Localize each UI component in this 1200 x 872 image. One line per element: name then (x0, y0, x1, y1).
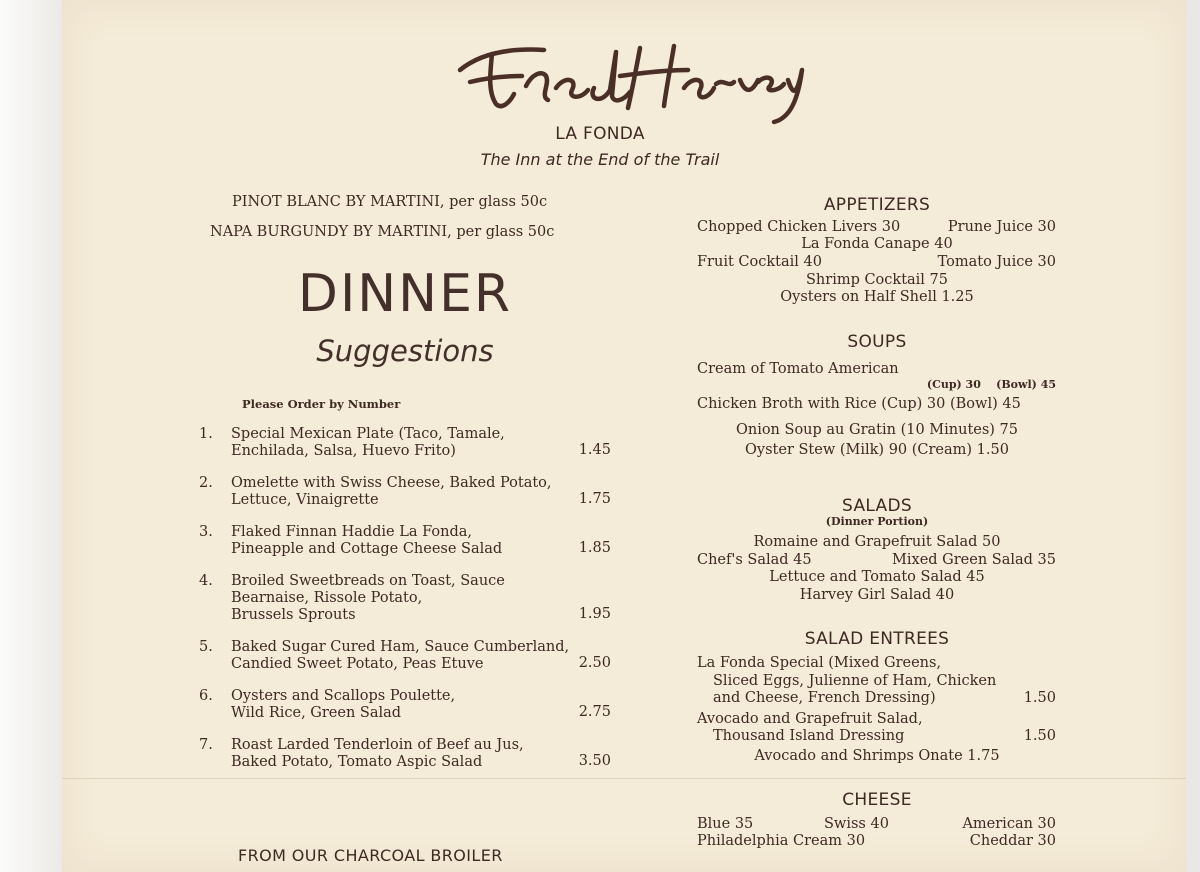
menu-item-price: 1.85 (578, 540, 611, 556)
entree-la-fonda-special-line2: Sliced Eggs, Julienne of Ham, Chicken (713, 673, 997, 689)
menu-item-number: 6. (199, 688, 213, 704)
menu-item-line: Special Mexican Plate (Taco, Tamale, (231, 426, 505, 442)
page-edge-left (0, 0, 62, 872)
entree-la-fonda-special-price: 1.50 (1023, 690, 1056, 706)
soup-cream-of-tomato: Cream of Tomato American (697, 361, 899, 377)
cheese-swiss: Swiss 40 (824, 816, 889, 832)
order-note: Please Order by Number (242, 397, 401, 411)
soup-cream-of-tomato-prices: (Cup) 30 (Bowl) 45 (926, 378, 1056, 391)
menu-item-price: 2.75 (578, 704, 611, 720)
menu-item-line: Lettuce, Vinaigrette (231, 492, 379, 508)
soups-heading: SOUPS (847, 332, 907, 352)
menu-item-line: Broiled Sweetbreads on Toast, Sauce (231, 573, 505, 589)
dinner-title: DINNER (297, 264, 513, 324)
appetizers-heading: APPETIZERS (823, 195, 931, 215)
soup-onion: Onion Soup au Gratin (10 Minutes) 75 (735, 422, 1019, 438)
menu-item-price: 2.50 (578, 655, 611, 671)
cheese-heading: CHEESE (842, 790, 912, 810)
fred-harvey-logo (452, 30, 808, 126)
salads-heading: SALADS (842, 496, 912, 516)
menu-item-number: 2. (199, 475, 213, 491)
menu-item-number: 4. (199, 573, 213, 589)
menu-item-1 (199, 426, 619, 459)
appetizer-prune-juice: Prune Juice 30 (947, 219, 1056, 235)
page-edge-right (1186, 0, 1200, 872)
soup-chicken-broth: Chicken Broth with Rice (Cup) 30 (Bowl) 45 (697, 396, 1021, 412)
wine-napa-burgundy: NAPA BURGUNDY BY MARTINI, per glass 50c (210, 224, 555, 240)
soup-oyster-stew: Oyster Stew (Milk) 90 (Cream) 1.50 (745, 442, 1009, 458)
menu-item-2 (199, 475, 619, 508)
inn-name: LA FONDA (555, 124, 645, 144)
menu-item-number: 3. (199, 524, 213, 540)
salad-chefs: Chef's Salad 45 (697, 552, 812, 568)
cheese-philadelphia-cream: Philadelphia Cream 30 (697, 833, 866, 849)
menu-item-3 (199, 524, 619, 557)
menu-item-line: Candied Sweet Potato, Peas Etuve (231, 656, 484, 672)
menu-item-number: 1. (199, 426, 213, 442)
menu-item-line: Flaked Finnan Haddie La Fonda, (231, 524, 473, 540)
cheese-row-1 (696, 816, 1058, 834)
menu-item-line: Brussels Sprouts (231, 607, 356, 623)
entree-la-fonda-special-line3: and Cheese, French Dressing) (713, 690, 936, 706)
menu-item-line: Enchilada, Salsa, Huevo Frito) (231, 443, 456, 459)
entree-avocado-grapefruit-line2: Thousand Island Dressing (713, 728, 905, 744)
entree-avocado-grapefruit-line1: Avocado and Grapefruit Salad, (697, 711, 923, 727)
broiler-heading: FROM OUR CHARCOAL BROILER (238, 846, 503, 865)
dinner-menu-list (199, 426, 619, 786)
menu-item-line: Pineapple and Cottage Cheese Salad (231, 541, 503, 557)
menu-item-price: 1.95 (578, 606, 611, 622)
salad-mixed-green: Mixed Green Salad 35 (892, 552, 1056, 568)
salad-harvey-girl: Harvey Girl Salad 40 (799, 587, 955, 603)
menu-item-line: Bearnaise, Rissole Potato, (231, 590, 423, 606)
appetizer-chicken-livers: Chopped Chicken Livers 30 (697, 219, 901, 235)
entree-avocado-shrimps: Avocado and Shrimps Onate 1.75 (754, 748, 1000, 764)
entree-la-fonda-special-line1: La Fonda Special (Mixed Greens, (697, 655, 942, 671)
salad-entrees-heading: SALAD ENTREES (804, 629, 950, 649)
entree-avocado-grapefruit-price: 1.50 (1023, 728, 1056, 744)
menu-item-line: Oysters and Scallops Poulette, (231, 688, 456, 704)
cheese-american: American 30 (962, 816, 1056, 832)
appetizer-tomato-juice: Tomato Juice 30 (937, 254, 1056, 270)
menu-item-5 (199, 639, 619, 672)
menu-item-number: 7. (199, 737, 213, 753)
appetizer-fruit-cocktail: Fruit Cocktail 40 (697, 254, 822, 270)
menu-item-line: Wild Rice, Green Salad (231, 705, 402, 721)
dinner-subtitle: Suggestions (316, 334, 494, 368)
appetizer-canape: La Fonda Canape 40 (801, 236, 953, 252)
menu-item-line: Baked Potato, Tomato Aspic Salad (231, 754, 483, 770)
salad-romaine: Romaine and Grapefruit Salad 50 (753, 534, 1001, 550)
appetizer-shrimp-cocktail: Shrimp Cocktail 75 (805, 272, 949, 288)
salad-lettuce-tomato: Lettuce and Tomato Salad 45 (769, 569, 985, 585)
cheese-cheddar: Cheddar 30 (969, 833, 1056, 849)
menu-item-price: 3.50 (578, 753, 611, 769)
menu-item-line: Omelette with Swiss Cheese, Baked Potato, (231, 475, 552, 491)
menu-item-price: 1.75 (578, 491, 611, 507)
wine-pinot-blanc: PINOT BLANC BY MARTINI, per glass 50c (232, 194, 548, 210)
menu-item-line: Baked Sugar Cured Ham, Sauce Cumberland, (231, 639, 570, 655)
menu-item-4 (199, 573, 619, 623)
cheese-row-2 (696, 833, 1058, 851)
appetizer-oysters: Oysters on Half Shell 1.25 (780, 289, 974, 305)
menu-item-price: 1.45 (578, 442, 611, 458)
menu-item-7 (199, 737, 619, 770)
menu-item-line: Roast Larded Tenderloin of Beef au Jus, (231, 737, 524, 753)
salads-note: (Dinner Portion) (825, 515, 929, 528)
cheese-blue: Blue 35 (697, 816, 754, 832)
menu-item-6 (199, 688, 619, 721)
menu-item-number: 5. (199, 639, 213, 655)
inn-subtitle: The Inn at the End of the Trail (480, 150, 720, 169)
